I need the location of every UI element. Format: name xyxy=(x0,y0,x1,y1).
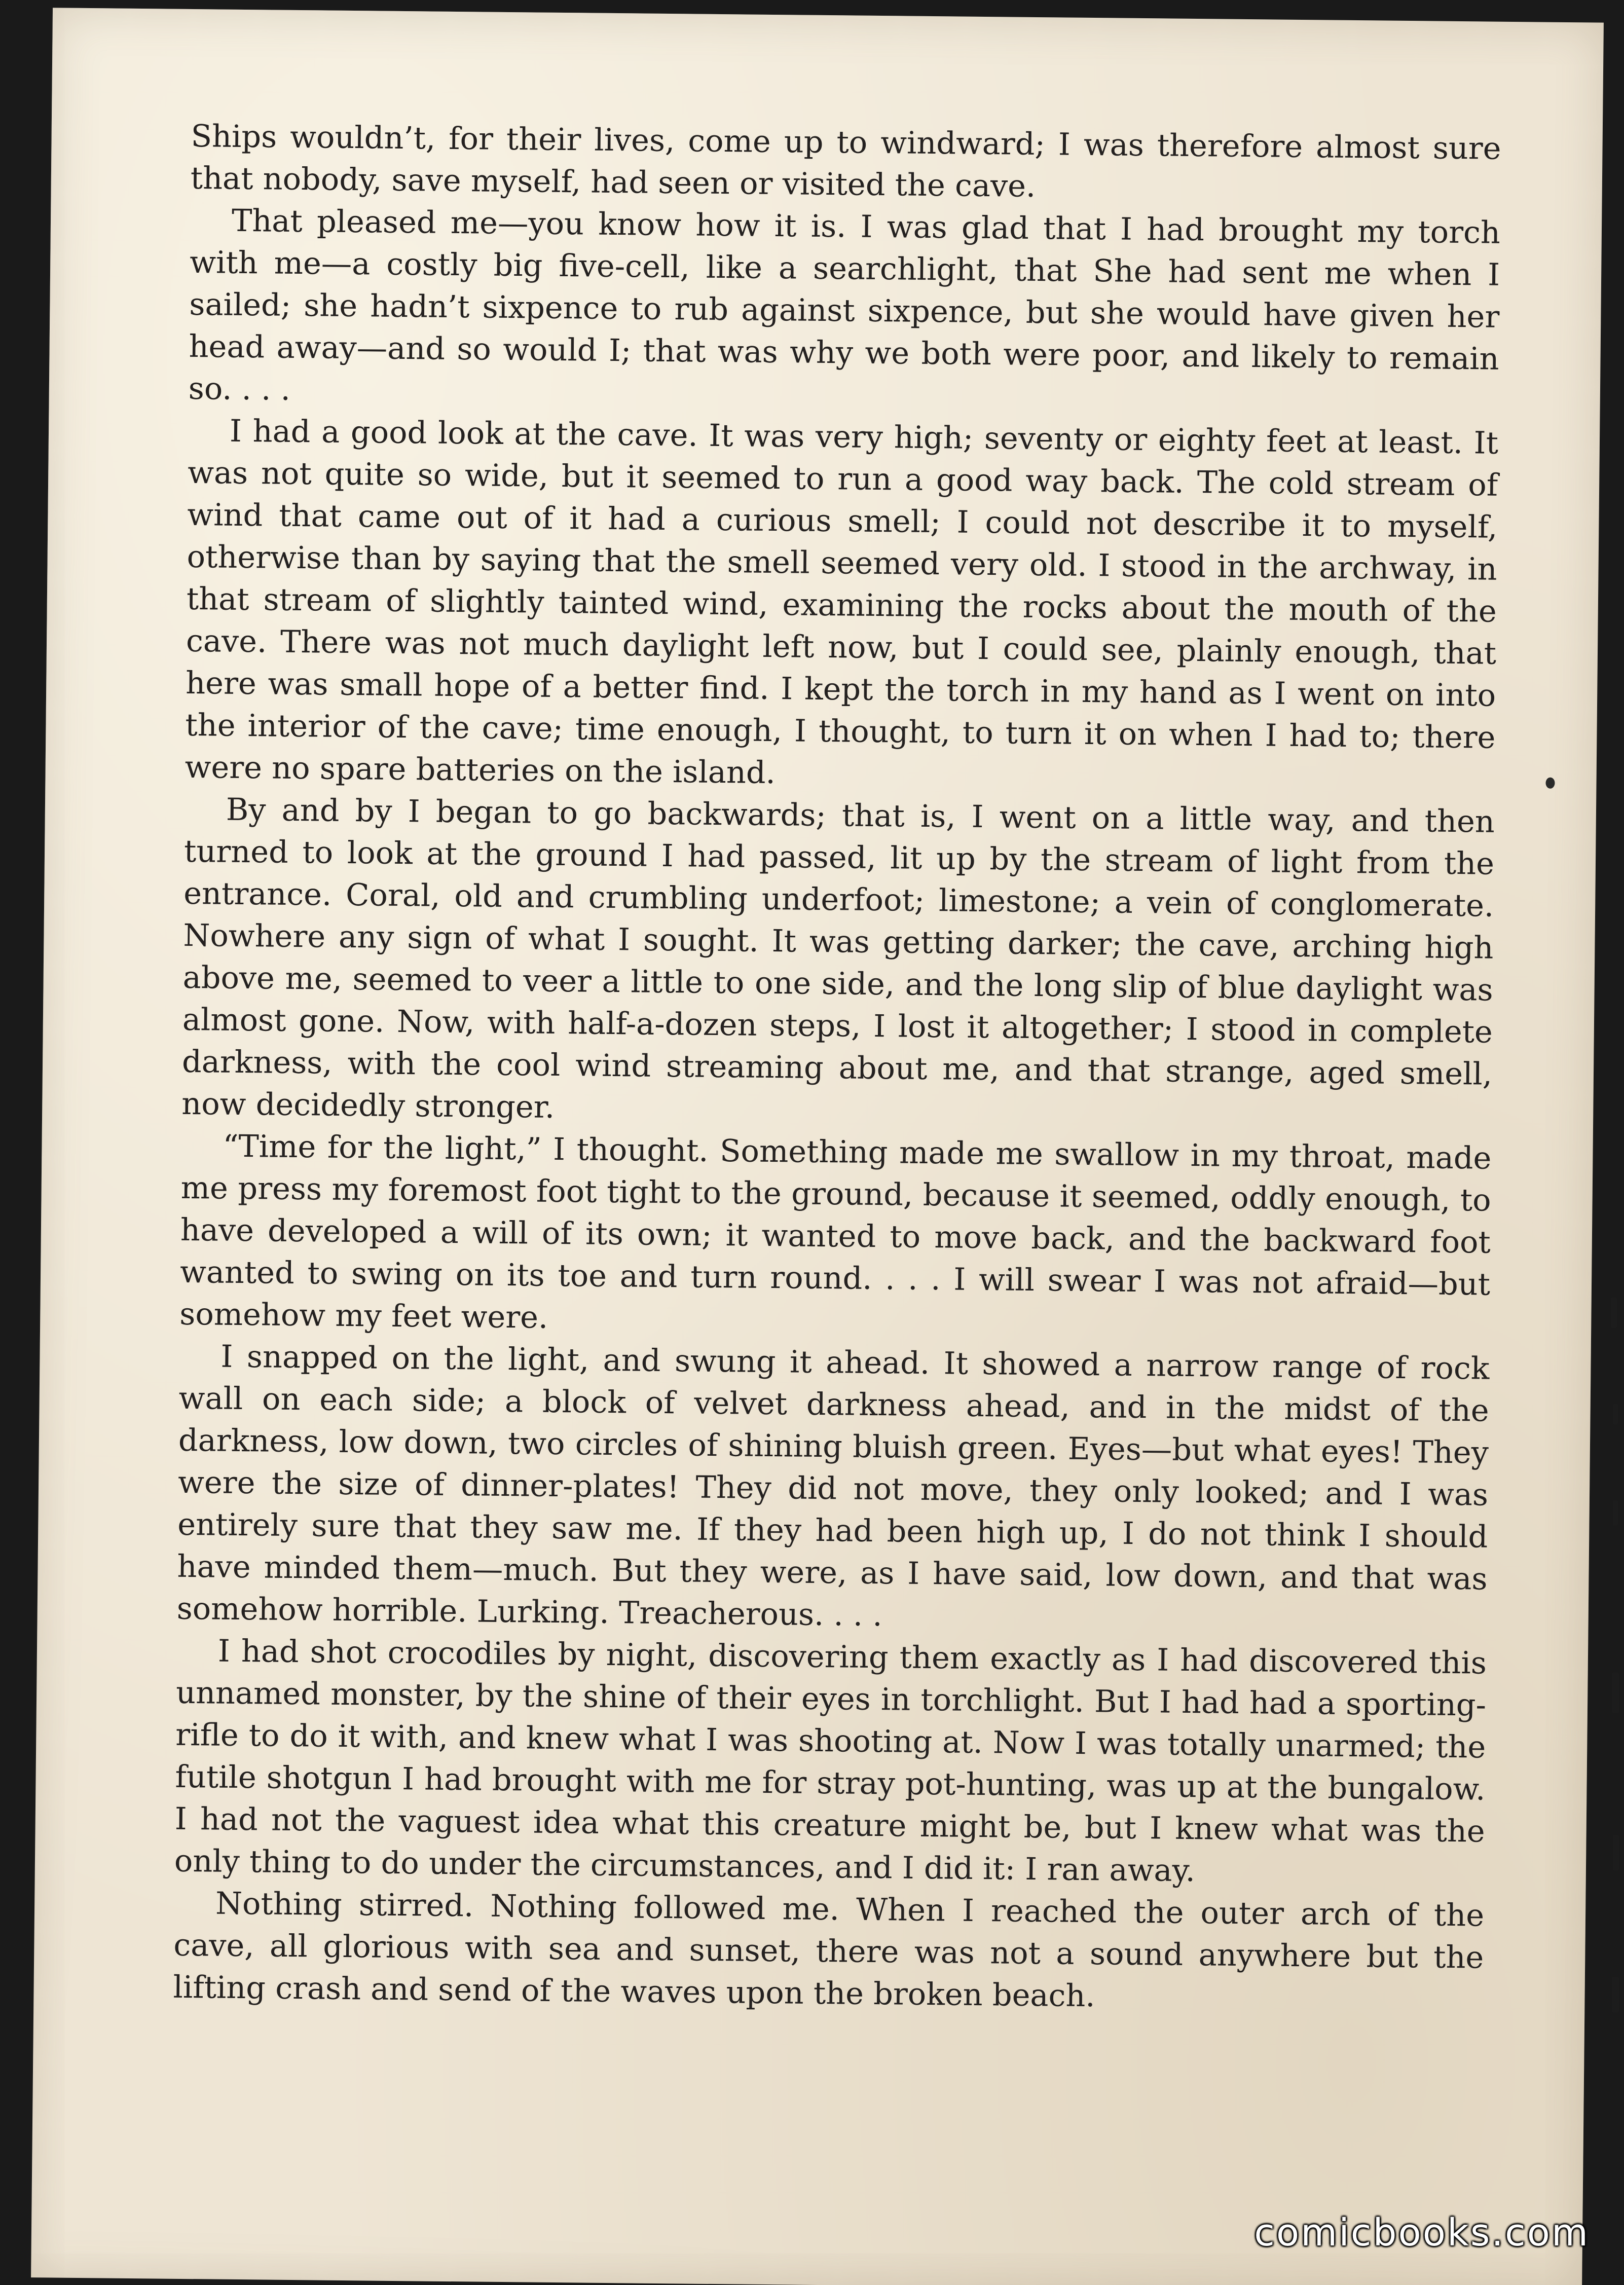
paragraph-1: Ships wouldn’t, for their lives, come up to windward; I was therefore almost sure that nobody, save myself, had seen or visited the cave. xyxy=(190,118,1501,204)
edge-mark xyxy=(1611,1298,1617,1328)
edge-mark xyxy=(1612,1673,1619,1713)
paragraph-3: I had a good look at the cave. It was very high; seventy or eighty feet at least. It was not quite so wide, but it seemed to run a good way back. The cold stream of wind that came out of it had a curious smell; I could not describe it to myself, otherwise than by saying that the smell seemed very old. I stood in the archway, in that stream of slightly tainted wind, examining the rocks about the mouth of the cave. There was not much daylight left now, but I could see, plainly enough, that here was small hope of a better find. I kept the torch in my hand as I went on into the interior of the cave; time enough, I thought, to turn it on when I had to; there were no spare batteries on the island. xyxy=(184,413,1499,791)
edge-mark xyxy=(1613,1500,1618,1526)
paragraph-4: By and by I began to go backwards; that is, I went on a little way, and then turned to look at the ground I had passed, lit up by the stream of light from the entrance. Coral, old and crumbling underfoot; limestone; a vein of conglomerate. Nowhere any sign of what I sought. It was getting darker; the cave, arching high above me, seemed to veer a little to one side, and the long slip of blue daylight was almost gone. Now, with half-a-dozen steps, I lost it altogether; I stood in complete darkness, with the cool wind streaming about me, and that strange, aged smell, now decidedly stronger. xyxy=(181,792,1495,1125)
book-page xyxy=(31,8,1604,2285)
edge-mark xyxy=(1612,1977,1619,2012)
ink-speck xyxy=(1545,778,1555,789)
paragraph-2: That pleased me—you know how it is. I was glad that I had brought my torch with me—a costly big five-cell, like a searchlight, that She had sent me when I sailed; she hadn’t sixpence to rub against sixpence, but she would have given her head away—and so would I; that was why we both were poor, and likely to remain so. . . . xyxy=(188,203,1501,408)
edge-mark xyxy=(1613,1404,1618,1424)
paragraph-5: “Time for the light,” I thought. Something made me swallow in my throat, made me press my foremost foot tight to the ground, because it seemed, oddly enough, to have developed a will of its own; it wanted to move back, and the backward foot wanted to swing on its toe and turn round. . . . I will swear I was not afraid—but somehow my feet were. xyxy=(179,1128,1492,1336)
site-watermark: comicbooks.com xyxy=(1254,2211,1590,2255)
edge-mark xyxy=(1613,1835,1619,1870)
paragraph-6: I snapped on the light, and swung it ahead. It showed a narrow range of rock wall on each side; a block of velvet darkness ahead, and in the midst of the darkness, low down, two circles of shining bluish green. Eyes—but what eyes! They were the size of dinner-plates! They did not move, they only looked; and I was entirely sure that they saw me. If they had been high up, I do not think I should have minded them—much. But they were, as I have said, low down, and that was somehow horrible. Lurking. Treacherous. . . . xyxy=(176,1339,1490,1634)
paragraph-7: I had shot crocodiles by night, discovering them exactly as I had discovered this unnamed monster, by the shine of their eyes in torchlight. But I had had a sporting-rifle to do it with, and knew what I was shooting at. Now I was totally unarmed; the futile shotgun I had brought with me for stray pot-hunting, was up at the bungalow. I had not the vaguest idea what this creature might be, but I knew what was the only thing to do under the circumstances, and I did it: I ran away. xyxy=(174,1633,1487,1889)
paragraph-8: Nothing stirred. Nothing followed me. When I reached the outer arch of the cave, all glorious with sea and sunset, there was not a sound anywhere but the lifting crash and send of the waves upon the broken beach. xyxy=(173,1886,1485,2014)
story-text xyxy=(173,116,1501,2021)
